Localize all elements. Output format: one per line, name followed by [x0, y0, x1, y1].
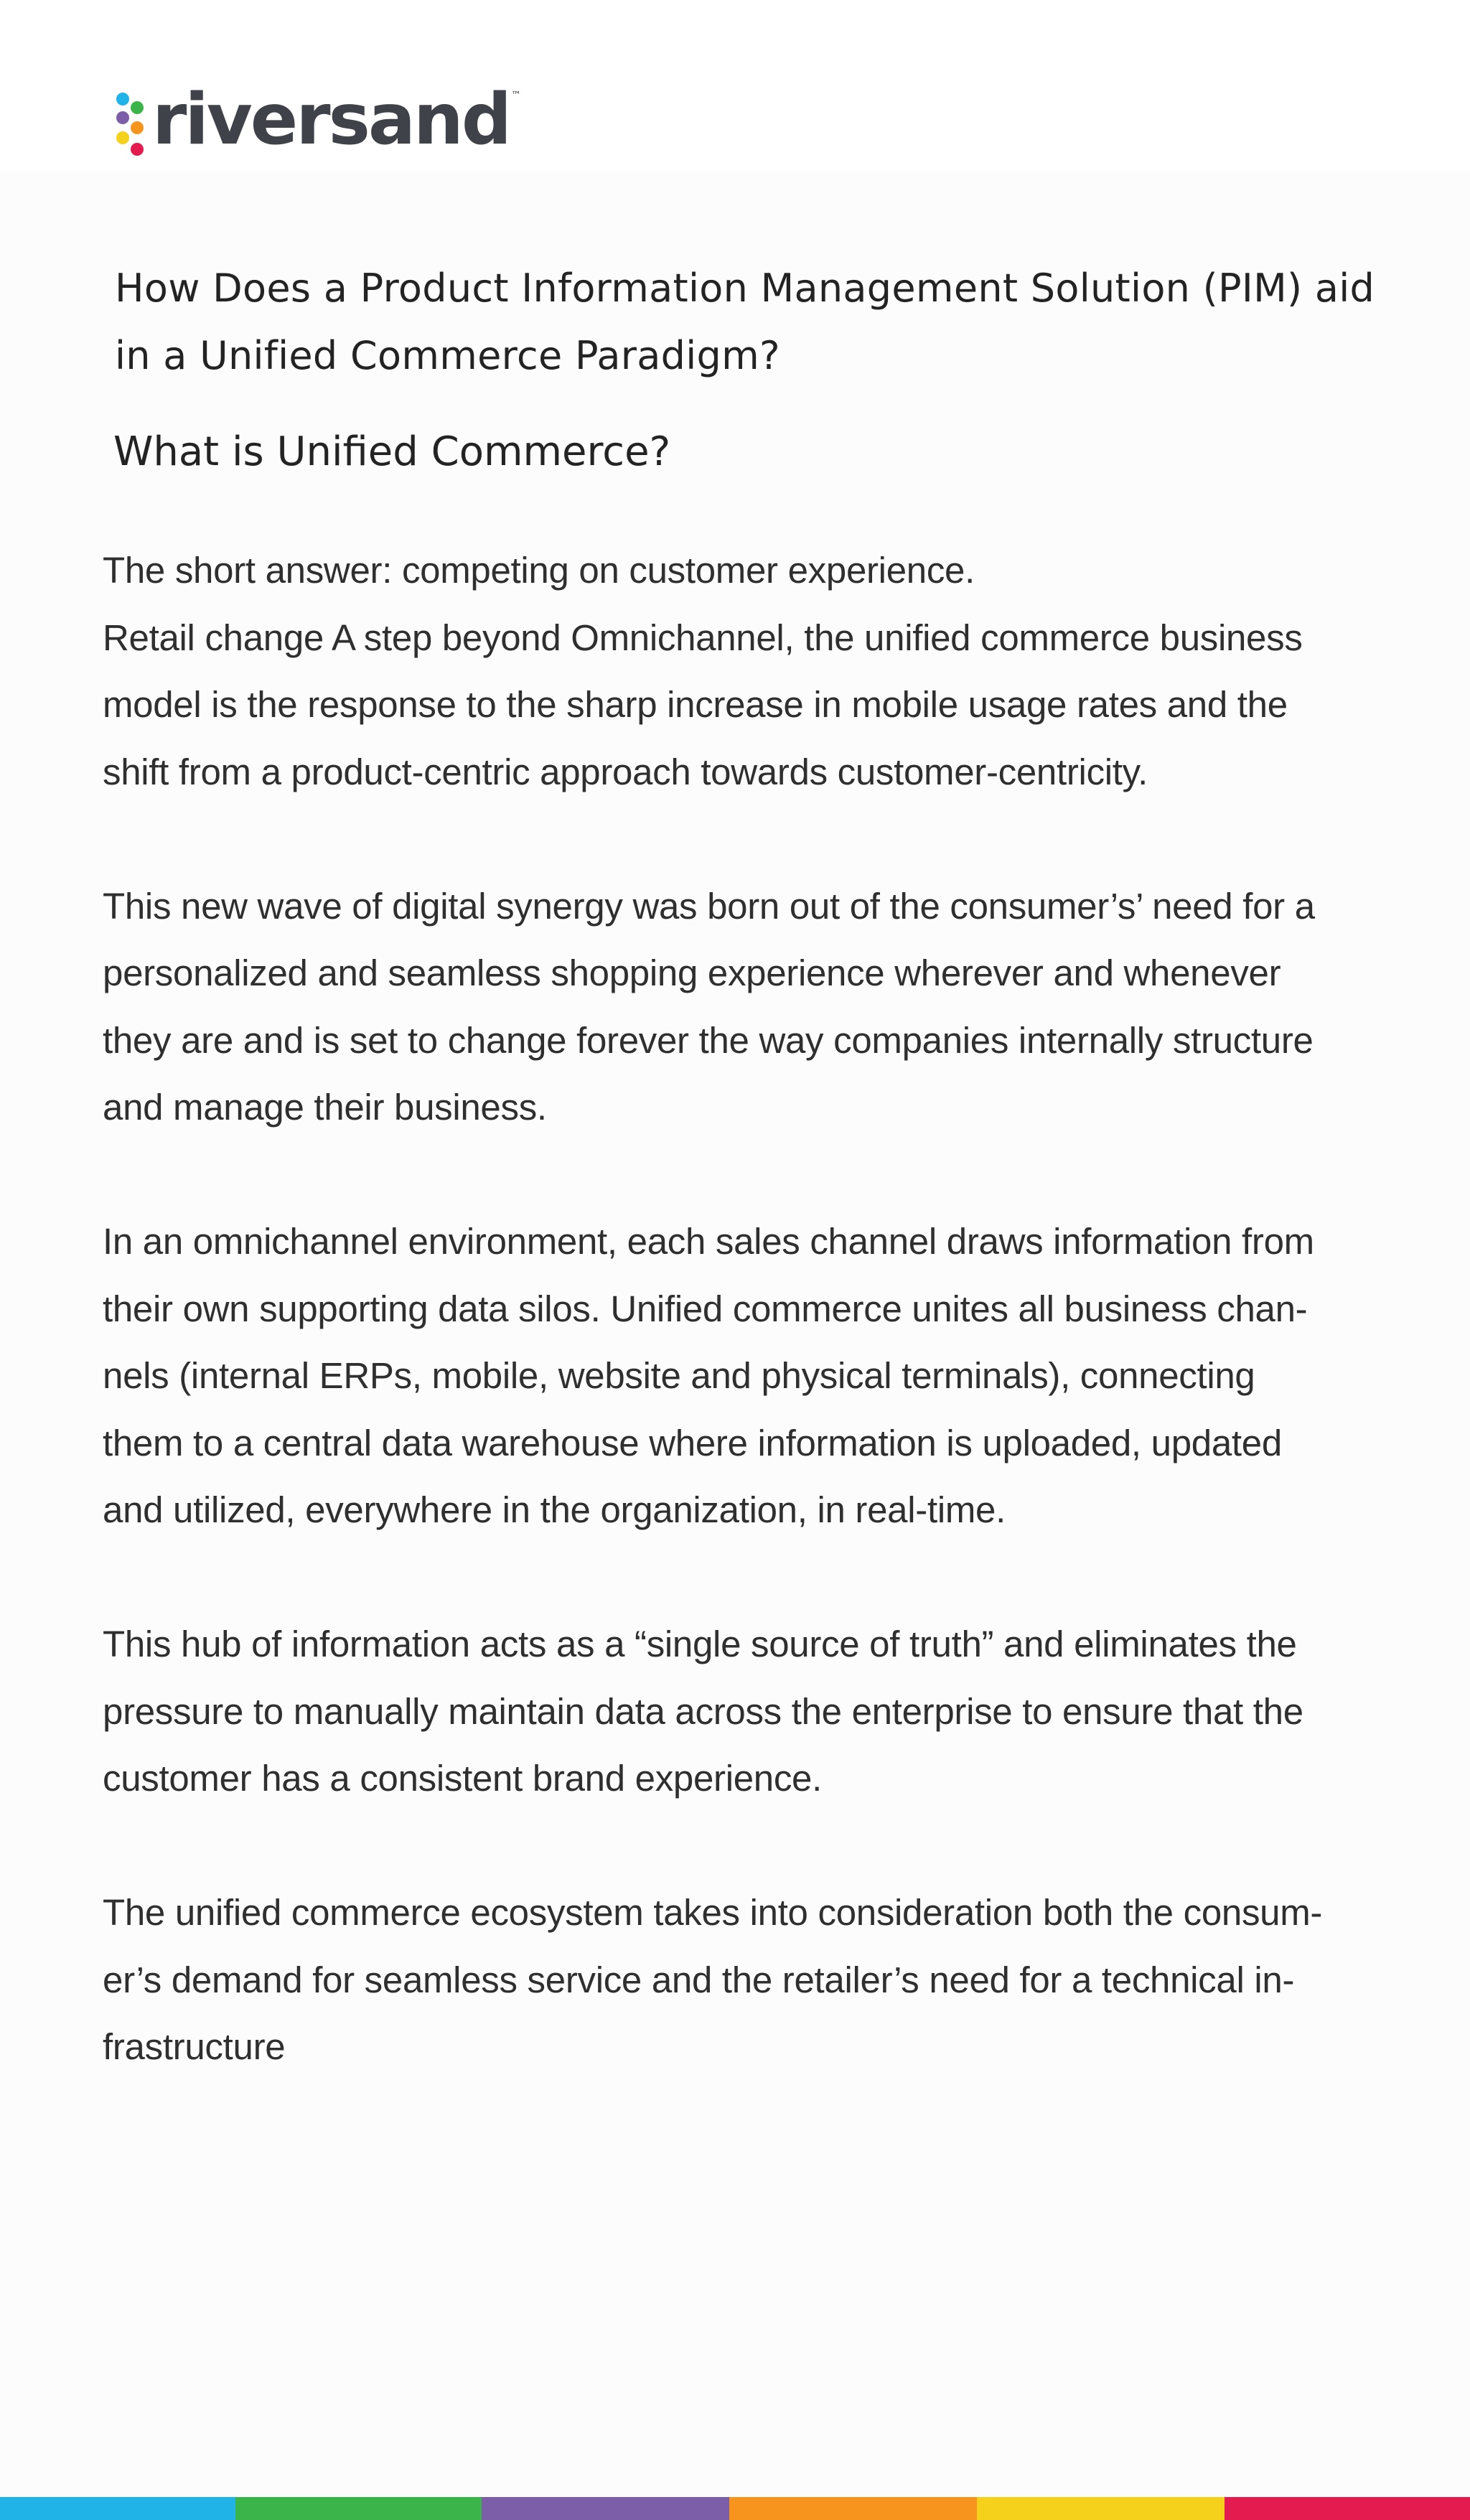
body-line: and utilized, everywhere in the organization, in real-time.: [103, 1489, 1006, 1530]
color-bar-segment: [1225, 2497, 1470, 2520]
body-line: personalized and seamless shopping experience wherever and whenever: [103, 952, 1281, 993]
body-line: them to a central data warehouse where information is uploaded, updated: [103, 1422, 1282, 1463]
paragraph-gap: [103, 1141, 1409, 1209]
color-bar-segment: [0, 2497, 235, 2520]
document-title: How Does a Product Information Management Solution (PIM) aid in a Unified Commerce Paradigm?: [115, 266, 1375, 378]
section-heading: What is Unified Commerce?: [113, 428, 671, 475]
paragraph-gap: [103, 1544, 1409, 1611]
paragraph-gap: [103, 1812, 1409, 1880]
logo-dot-yellow: [116, 131, 129, 144]
color-bar-segment: [235, 2497, 482, 2520]
logo-dot-orange: [131, 121, 144, 134]
body-text: [103, 537, 1409, 2081]
logo-trademark: ™: [510, 90, 521, 101]
body-line: The short answer: competing on customer experience.: [103, 550, 975, 591]
color-bar-segment: [482, 2497, 729, 2520]
logo-dot-red: [131, 143, 144, 156]
logo-dot-green: [131, 101, 144, 114]
body-line: nels (internal ERPs, mobile, website and physical terminals), connecting: [103, 1355, 1255, 1396]
body-line: The unified commerce ecosystem takes into consideration both the consum-: [103, 1892, 1323, 1933]
body-line: This new wave of digital synergy was born out of the consumer’s’ need for a: [103, 885, 1315, 927]
body-line: In an omnichannel environment, each sales channel draws information from: [103, 1221, 1314, 1262]
logo-wordmark: riversand: [152, 79, 510, 161]
paragraph-gap: [103, 805, 1409, 873]
logo-dot-purple: [116, 111, 129, 124]
body-line: er’s demand for seamless service and the retailer’s need for a technical in-: [103, 1959, 1295, 2000]
color-bar-segment: [729, 2497, 977, 2520]
riversand-logo: [115, 79, 521, 164]
body-line: Retail change A step beyond Omnichannel, the unified commerce business: [103, 617, 1303, 658]
body-line: customer has a consistent brand experience.: [103, 1758, 822, 1799]
color-bar-segment: [977, 2497, 1225, 2520]
body-line: they are and is set to change forever the way companies internally structure: [103, 1019, 1314, 1061]
body-line: shift from a product-centric approach towards customer-centricity.: [103, 751, 1148, 792]
body-line: their own supporting data silos. Unified commerce unites all business chan-: [103, 1288, 1308, 1329]
body-line: This hub of information acts as a “single source of truth” and eliminates the: [103, 1624, 1297, 1664]
footer-color-bar: [0, 2497, 1470, 2520]
body-line: model is the response to the sharp increase in mobile usage rates and the: [103, 684, 1288, 725]
logo-dot-blue: [116, 93, 129, 106]
body-line: frastructure: [103, 2026, 286, 2067]
body-line: pressure to manually maintain data across the enterprise to ensure that the: [103, 1690, 1303, 1732]
body-line: and manage their business.: [103, 1087, 547, 1128]
logo-dots-icon: [115, 88, 149, 160]
